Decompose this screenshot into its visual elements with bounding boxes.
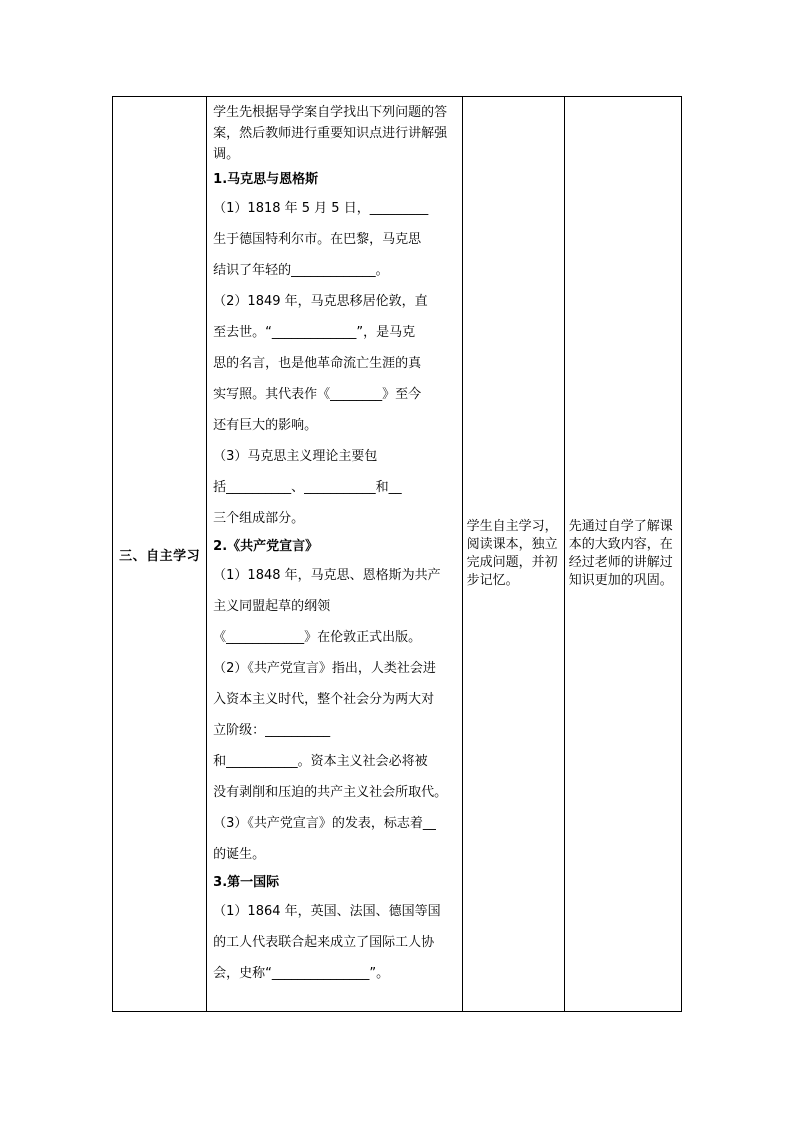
question-line: 没有剥削和压迫的共产主义社会所取代。 <box>213 785 448 800</box>
question-line: （1）1864 年，英国、法国、德国等国 <box>213 904 441 919</box>
question-line: （2）《共产党宣言》指出，人类社会进 <box>213 661 436 676</box>
question-line: 实写照。其代表作《________》至今 <box>213 387 422 402</box>
student-activity-cell <box>462 97 564 1012</box>
question-line: 至去世。“_____________”，是马克 <box>213 325 416 340</box>
question-line: （1）1818 年 5 月 5 日，_________ <box>213 201 429 216</box>
question-line: 的工人代表联合起来成立了国际工人协 <box>213 935 435 950</box>
question-line: 还有巨大的影响。 <box>213 418 318 433</box>
question-line: （3）马克思主义理论主要包 <box>213 449 378 464</box>
question-line: 三个组成部分。 <box>213 511 305 526</box>
lesson-plan-table <box>112 96 682 1012</box>
stage-cell <box>113 97 207 1012</box>
question-line: 立阶级：__________ <box>213 723 331 738</box>
question-line: 入资本主义时代，整个社会分为两大对 <box>213 692 435 707</box>
stage-label: 三、自主学习 <box>119 548 201 564</box>
section-heading: 3.第一国际 <box>213 875 280 890</box>
question-line: （3）《共产党宣言》的发表，标志着__ <box>213 816 436 831</box>
section-heading: 1.马克思与恩格斯 <box>213 172 319 187</box>
teacher-activity-cell <box>207 97 462 1012</box>
question-line: 和___________。资本主义社会必将被 <box>213 754 428 769</box>
question-line: 主义同盟起草的纲领 <box>213 599 331 614</box>
question-line: 括__________、___________和__ <box>213 480 402 495</box>
question-line: 思的名言，也是他革命流亡生涯的真 <box>213 356 422 371</box>
question-line: （1）1848 年，马克思、恩格斯为共产 <box>213 568 441 583</box>
question-line: 的诞生。 <box>213 847 266 862</box>
question-line: 《____________》在伦敦正式出版。 <box>213 630 422 645</box>
design-intent-cell <box>564 97 681 1012</box>
question-line: 会，史称“_______________”。 <box>213 966 390 981</box>
intro-text: 学生先根据导学案自学找出下列问题的答案，然后教师进行重要知识点进行讲解强调。 <box>213 105 448 162</box>
table-row <box>113 97 682 1012</box>
section-heading: 2.《共产党宣言》 <box>213 539 319 554</box>
question-line: 生于德国特利尔市。在巴黎，马克思 <box>213 232 422 247</box>
design-intent-text: 先通过自学了解课本的大致内容，在经过老师的讲解过知识更加的巩固。 <box>568 519 673 588</box>
student-activity-text: 学生自主学习，阅读课本，独立完成问题，并初步记忆。 <box>466 519 558 588</box>
question-line: 结识了年轻的_____________。 <box>213 263 389 278</box>
question-line: （2）1849 年，马克思移居伦敦，直 <box>213 294 428 309</box>
